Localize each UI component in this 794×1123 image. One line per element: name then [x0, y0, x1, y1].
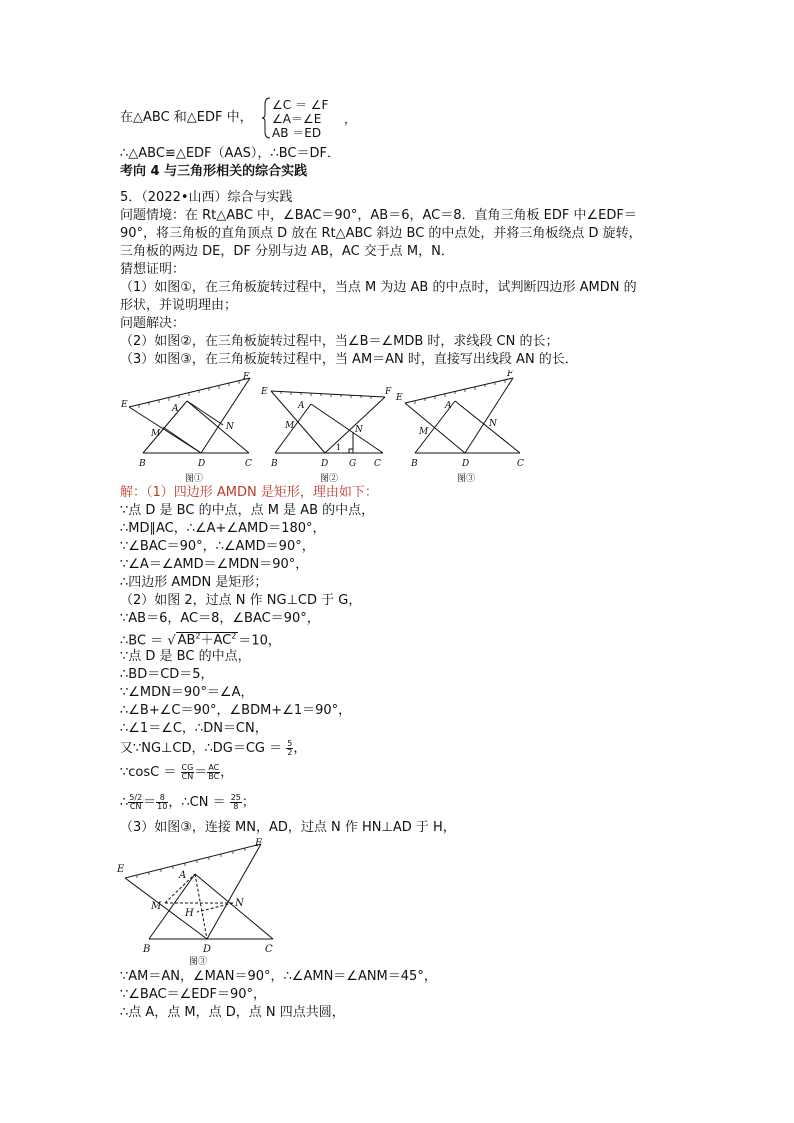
svg-text:N: N: [226, 422, 234, 432]
solution-line: ∴∠B+∠C＝90°，∠BDM+∠1＝90°，: [120, 703, 352, 718]
figure-3-large: [115, 836, 285, 966]
problem-line: 问题解决：: [120, 316, 186, 331]
problem-line: （1）如图①，在三角板旋转过程中，当点 M 为边 AB 的中点时，试判断四边形 AMDN 的: [120, 280, 637, 295]
svg-text:E: E: [117, 864, 125, 875]
svg-text:C: C: [374, 459, 381, 469]
fig3-caption: 图③: [457, 474, 476, 484]
svg-text:A: A: [179, 870, 187, 881]
svg-text:E: E: [396, 393, 403, 403]
brace-row-1: ∠C ＝ ∠F: [272, 98, 329, 112]
svg-text:F: F: [243, 372, 250, 382]
svg-text:F: F: [255, 838, 262, 849]
section-title: 考向 4 与三角形相关的综合实践: [120, 164, 308, 179]
problem-line: 形状，并说明理由；: [120, 298, 238, 313]
svg-text:A: A: [445, 401, 452, 411]
brace-icon: [262, 96, 272, 140]
bc-formula: ∴BC ＝ √ $AB^2+AC^2 =10$，: [120, 632, 281, 649]
svg-text:D: D: [462, 459, 470, 469]
solution-line: ∴MD∥AC，∴∠A+∠AMD＝180°，: [120, 521, 326, 536]
problem-line: 90°，将三角板的直角顶点 D 放在 Rt△ABC 斜边 BC 的中点处，并将三角板绕点 D 旋转，: [120, 226, 642, 241]
dg-formula: 又∵NG⊥CD，∴DG＝CG ＝ $\frac{5}{2}$ ，: [120, 739, 307, 757]
cn-formula: ∴ $\frac{5/2}{CN}$ ＝ $\frac{8}{10}$ ，∴CN ＝ $\frac{25}{8}$ ；: [120, 793, 255, 811]
svg-text:N: N: [355, 425, 363, 435]
solution-line: ∵AB＝6，AC＝8，∠BAC＝90°，: [120, 611, 320, 626]
svg-text:F: F: [507, 370, 514, 379]
svg-text:N: N: [235, 898, 244, 909]
fig3-large-caption: 图③: [189, 957, 208, 966]
solution-line: 解：（1）四边形 AMDN 是矩形，理由如下：: [120, 485, 378, 500]
solution-line: ∴BD＝CD＝5，: [120, 667, 214, 682]
fig1-caption: 图①: [185, 474, 204, 484]
svg-text:G: G: [349, 459, 357, 469]
brace-row-3: AB ＝ED: [272, 126, 322, 140]
solution-line: （2）如图 2，过点 N 作 NG⊥CD 于 G，: [120, 593, 362, 608]
svg-text:C: C: [245, 459, 252, 469]
svg-text:M: M: [419, 427, 429, 437]
solution-line: ∵∠BAC＝90°，∴∠AMD＝90°，: [120, 539, 315, 554]
solution-line: ∵∠A＝∠AMD＝∠MDN＝90°，: [120, 557, 309, 572]
brace-suffix: ，: [344, 112, 357, 126]
svg-text:D: D: [203, 944, 212, 955]
svg-text:C: C: [517, 459, 524, 469]
problem-line: （3）如图③，在三角板旋转过程中，当 AM＝AN 时，直接写出线段 AN 的长．: [120, 352, 578, 367]
svg-text:B: B: [139, 459, 146, 469]
problem-line: 猜想证明：: [120, 262, 186, 277]
figure-3: [405, 378, 520, 453]
figure-1: [129, 378, 250, 453]
solution-line: ∵点 D 是 BC 的中点，: [120, 649, 251, 664]
figures-row: [115, 370, 535, 485]
svg-text:A: A: [298, 401, 305, 411]
brace-row-2: ∠A＝∠E: [272, 112, 322, 126]
solution-line: ∵点 D 是 BC 的中点，点 M 是 AB 的中点，: [120, 503, 375, 518]
cos-formula: ∵cosC ＝ $\frac{CG}{CN}$ ＝ $\frac{AC}{BC}$ ，: [120, 763, 234, 781]
svg-text:A: A: [172, 404, 179, 414]
svg-text:B: B: [411, 459, 418, 469]
solution-part3: （3）如图③，连接 MN，AD，过点 N 作 HN⊥AD 于 H，: [120, 820, 456, 835]
solution-line: ∴四边形 AMDN 是矩形；: [120, 575, 268, 590]
solution-line: ∵AM＝AN，∠MAN＝90°，∴∠AMN＝∠ANM＝45°，: [120, 969, 437, 984]
problem-line: （2）如图②，在三角板旋转过程中，当∠B＝∠MDB 时，求线段 CN 的长；: [120, 334, 559, 349]
solution-line: ∵∠MDN＝90°＝∠A，: [120, 685, 254, 700]
svg-text:1: 1: [336, 443, 342, 452]
svg-text:N: N: [489, 419, 497, 429]
problem-line: 问题情境：在 Rt△ABC 中，∠BAC＝90°，AB＝6，AC＝8．直角三角板 EDF 中∠EDF＝: [120, 208, 637, 223]
svg-text:M: M: [285, 421, 295, 431]
svg-text:B: B: [143, 944, 151, 955]
svg-text:C: C: [265, 944, 273, 955]
svg-text:M: M: [151, 901, 162, 912]
congruence-conclusion: ∴△ABC≌△EDF（AAS），∴BC＝DF．: [120, 146, 340, 161]
svg-text:E: E: [121, 400, 128, 410]
svg-text:D: D: [321, 459, 329, 469]
solution-line: ∵∠BAC＝∠EDF＝90°，: [120, 987, 266, 1002]
congruence-intro: 在△ABC 和△EDF 中，: [120, 110, 253, 125]
svg-text:M: M: [151, 429, 161, 439]
problem-line: 三角板的两边 DE，DF 分别与边 AB，AC 交于点 M，N．: [120, 244, 454, 259]
fig2-caption: 图②: [320, 474, 339, 484]
svg-text:D: D: [198, 459, 206, 469]
svg-text:F: F: [385, 387, 392, 397]
problem-header: 5．（2022•山西）综合与实践: [120, 190, 293, 205]
svg-text:E: E: [261, 387, 268, 397]
solution-line: ∴∠1＝∠C，∴DN＝CN，: [120, 721, 268, 736]
svg-text:B: B: [271, 459, 278, 469]
solution-line: ∴点 A，点 M，点 D，点 N 四点共圆，: [120, 1005, 345, 1020]
svg-text:H: H: [185, 908, 194, 919]
